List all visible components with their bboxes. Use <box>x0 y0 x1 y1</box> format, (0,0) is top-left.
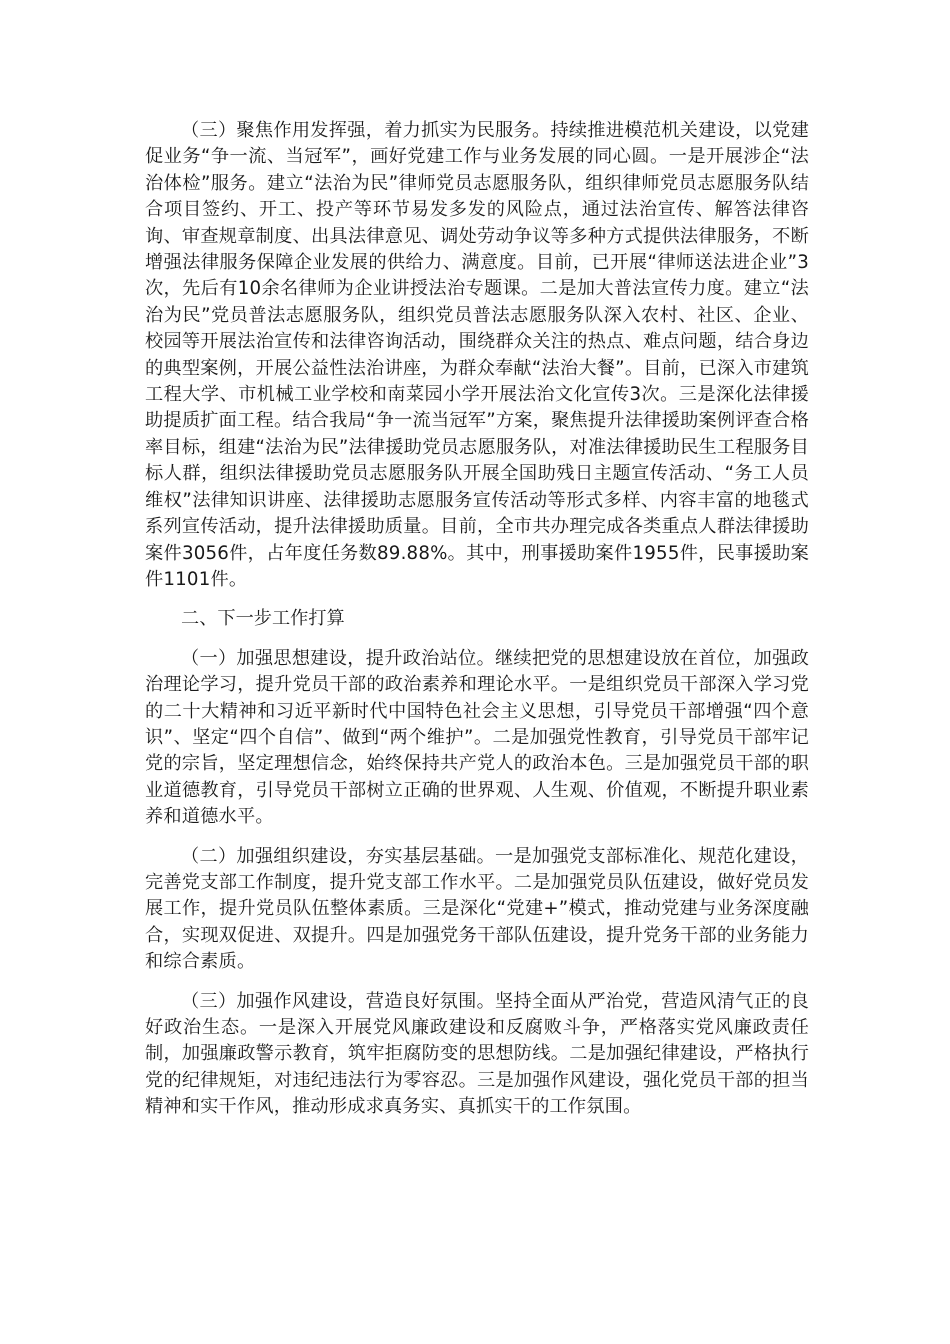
paragraph-plan-1: （一）加强思想建设，提升政治站位。继续把党的思想建设放在首位，加强政治理论学习，提升党员干部的政治素养和理论水平。一是组织党员干部深入学习党的二十大精神和习近平新时代中国特色社会主义思想，引导党员干部增强“四个意识”、坚定“四个自信”、做到“两个维护”。二是加强党性教育，引导党员干部牢记党的宗旨，坚定理想信念，始终保持共产党人的政治本色。三是加强党员干部的职业道德教育，引导党员干部树立正确的世界观、人生观、价值观，不断提升职业素养和道德水平。 <box>145 647 809 828</box>
paragraph-plan-2: （二）加强组织建设，夯实基层基础。一是加强党支部标准化、规范化建设，完善党支部工作制度，提升党支部工作水平。二是加强党员队伍建设，做好党员发展工作，提升党员队伍整体素质。三是深化“党建+”模式，推动党建与业务深度融合，实现双促进、双提升。四是加强党务干部队伍建设，提升党务干部的业务能力和综合素质。 <box>145 845 809 973</box>
paragraph-plan-3: （三）加强作风建设，营造良好氛围。坚持全面从严治党，营造风清气正的良好政治生态。一是深入开展党风廉政建设和反腐败斗争，严格落实党风廉政责任制，加强廉政警示教育，筑牢拒腐防变的思想防线。二是加强纪律建设，严格执行党的纪律规矩，对违纪违法行为零容忍。三是加强作风建设，强化党员干部的担当精神和实干作风，推动形成求真务实、真抓实干的工作氛围。 <box>145 990 809 1118</box>
document-page <box>145 118 809 1134</box>
section-heading-next-steps: 二、下一步工作打算 <box>181 608 345 630</box>
paragraph-section-1-3: （三）聚焦作用发挥强，着力抓实为民服务。持续推进模范机关建设，以党建促业务“争一流、当冠军”，画好党建工作与业务发展的同心圆。一是开展涉企“法治体检”服务。建立“法治为民”律师党员志愿服务队，组织律师党员志愿服务队结合项目签约、开工、投产等环节易发多发的风险点，通过法治宣传、解答法律咨询、审查规章制度、出具法律意见、调处劳动争议等多种方式提供法律服务，不断增强法律服务保障企业发展的供给力、满意度。目前，已开展“律师送法进企业”3次，先后有10余名律师为企业讲授法治专题课。二是加大普法宣传力度。建立“法治为民”党员普法志愿服务队，组织党员普法志愿服务队深入农村、社区、企业、校园等开展法治宣传和法律咨询活动，围绕群众关注的热点、难点问题，结合身边的典型案例，开展公益性法治讲座，为群众奉献“法治大餐”。目前，已深入市建筑工程大学、市机械工业学校和南菜园小学开展法治文化宣传3次。三是深化法律援助提质扩面工程。结合我局“争一流当冠军”方案，聚焦提升法律援助案例评查合格率目标，组建“法治为民”法律援助党员志愿服务队，对准法律援助民生工程服务目标人群，组织法律援助党员志愿服务队开展全国助残日主题宣传活动、“务工人员维权”法律知识讲座、法律援助志愿服务宣传活动等形式多样、内容丰富的地毯式系列宣传活动，提升法律援助质量。目前，全市共办理完成各类重点人群法律援助案件3056件，占年度任务数89.88%。其中，刑事援助案件1955件，民事援助案件1101件。 <box>145 120 809 590</box>
